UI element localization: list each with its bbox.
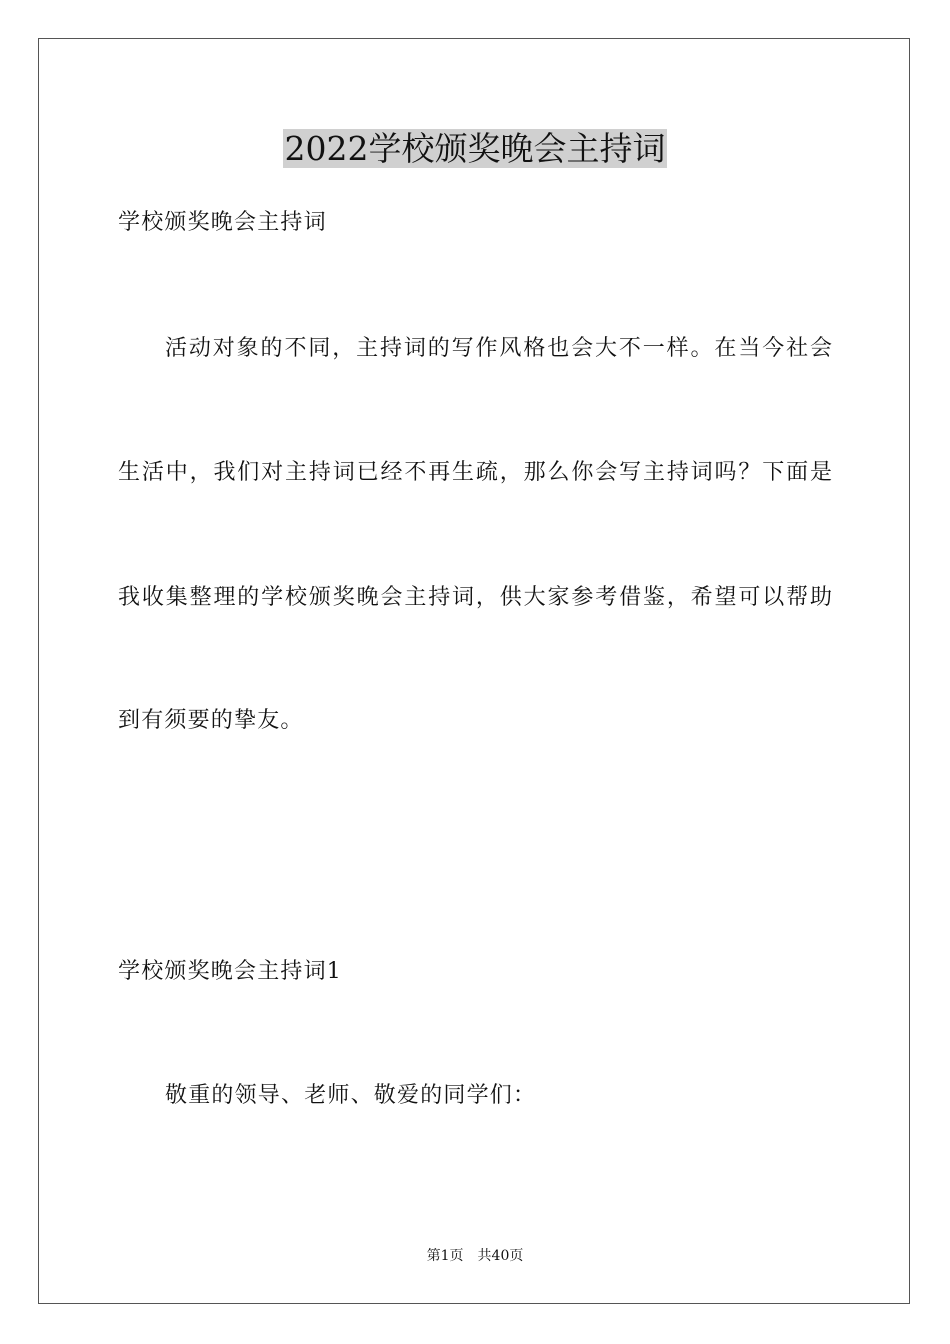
intro-line-2: 生活中，我们对主持词已经不再生疏，那么你会写主持词吗？下面是 bbox=[118, 460, 832, 485]
intro-line-4: 到有须要的挚友。 bbox=[118, 708, 304, 733]
document-title bbox=[0, 126, 950, 172]
document-subtitle: 学校颁奖晚会主持词 bbox=[118, 210, 327, 235]
document-title-text: 2022学校颁奖晚会主持词 bbox=[284, 129, 666, 168]
intro-line-1: 活动对象的不同，主持词的写作风格也会大不一样。在当今社会 bbox=[165, 336, 832, 361]
intro-line-3: 我收集整理的学校颁奖晚会主持词，供大家参考借鉴，希望可以帮助 bbox=[118, 585, 832, 610]
page-footer bbox=[0, 1246, 950, 1266]
page-number: 第1页 bbox=[426, 1248, 464, 1264]
page-total: 共40页 bbox=[477, 1248, 524, 1264]
greeting-line: 敬重的领导、老师、敬爱的同学们： bbox=[165, 1083, 537, 1108]
section-heading: 学校颁奖晚会主持词1 bbox=[118, 959, 342, 984]
